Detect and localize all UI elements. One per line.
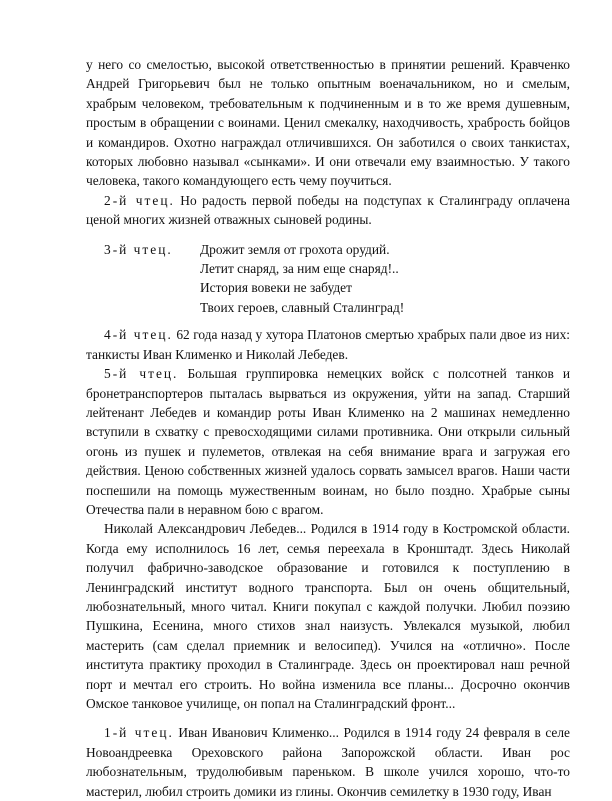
document-page <box>86 55 570 801</box>
poem-block <box>104 240 570 318</box>
paragraph-reader-4 <box>86 325 570 364</box>
paragraph-text: 62 года назад у хутора Платонов смертью храбрых пали двое из них: танкисты Иван Клименко и Николай Лебедев. <box>86 327 570 362</box>
speaker-label: 1-й чтец. <box>104 725 174 741</box>
paragraph-lebedev: Николай Александрович Лебедев... Родился в 1914 году в Костромской области. Когда ему исполнилось 16 лет, семья переехала в Кронштадт. Здесь Николай получил фабрично-заводское образование и готовился к поступлению в Ленинградский институт водного транспорта. Был он очень общительный, любознательный, много читал. Книги покупал с каждой получки. Любил поэзию Пушкина, Есенина, много стихов знал наизусть. Увлекался музыкой, любил мастерить (сам сделал приемник и велосипед). Учился на «отлично». После института практику проходил в Сталинграде. Здесь он проектировал наш речной порт и мечтал его строить. Но война изменила все планы... Досрочно окончив Омское танковое училище, он попал на Сталинградский фронт... <box>86 521 570 711</box>
speaker-label: 2-й чтец. <box>104 192 175 208</box>
poem-line: Летит снаряд, за ним еще снаряд!.. <box>200 261 399 277</box>
speaker-label: 3-й чтец. <box>104 241 173 257</box>
paragraph-reader-2 <box>86 191 570 230</box>
poem-line: История вовеки не забудет <box>200 280 352 296</box>
paragraph-reader-5 <box>86 364 570 519</box>
speaker-label: 4-й чтец. <box>104 327 173 343</box>
poem-lines <box>200 240 570 318</box>
speaker-label: 5-й чтец. <box>104 366 179 382</box>
paragraph-text: Но радость первой победы на подступах к Сталинграду оплачена ценой многих жизней отважных сыновей родины. <box>86 192 570 228</box>
paragraph-kravchenko: у него со смелостью, высокой ответственностью в принятии решений. Кравченко Андрей Григорьевич был не только опытным военачальником, но и смелым, храбрым человеком, требовательным к подчиненным и в то же время душевным, простым в обращении с воинами. Ценил смекалку, находчивость, храбрость бойцов и командиров. Охотно награждал отличившихся. Он заботился о своих танкистах, которых любовно называл «сынками». И они отвечали ему взаимностью. У такого человека, такого командующего есть чему поучиться. <box>86 57 570 189</box>
paragraph-text: Иван Иванович Клименко... Родился в 1914 году 24 февраля в селе Новоандреевка Ореховского района Запорожской области. Иван рос любознательным, трудолюбивым пареньком. В школе учился хорошо, что-то мастерил, любил строить домики из глины. Окончив семилетку в 1930 году, Иван <box>86 725 570 799</box>
poem-line: Твоих героев, славный Сталинград! <box>200 299 405 315</box>
paragraph-reader-1 <box>86 723 570 801</box>
poem-line: Дрожит земля от грохота орудий. <box>200 241 390 257</box>
paragraph-text: Большая группировка немецких войск с полсотней танков и бронетранспортеров пыталась вырваться из окружения, уйти на запад. Старший лейтенант Лебедев и командир роты Иван Клименко на 2 машинах немедленно вступили в схватку с превосходящими силами противника. Они открыли сильный огонь из пушек и пулеметов, отвлекая на себя внимание врага и загружая его действия. Ценою собственных жизней удалось сорвать замысел врагов. Наши части поспешили на помощь мужественным воинам, но было поздно. Храбрые сыны Отечества пали в неравном бою с врагом. <box>86 366 570 517</box>
